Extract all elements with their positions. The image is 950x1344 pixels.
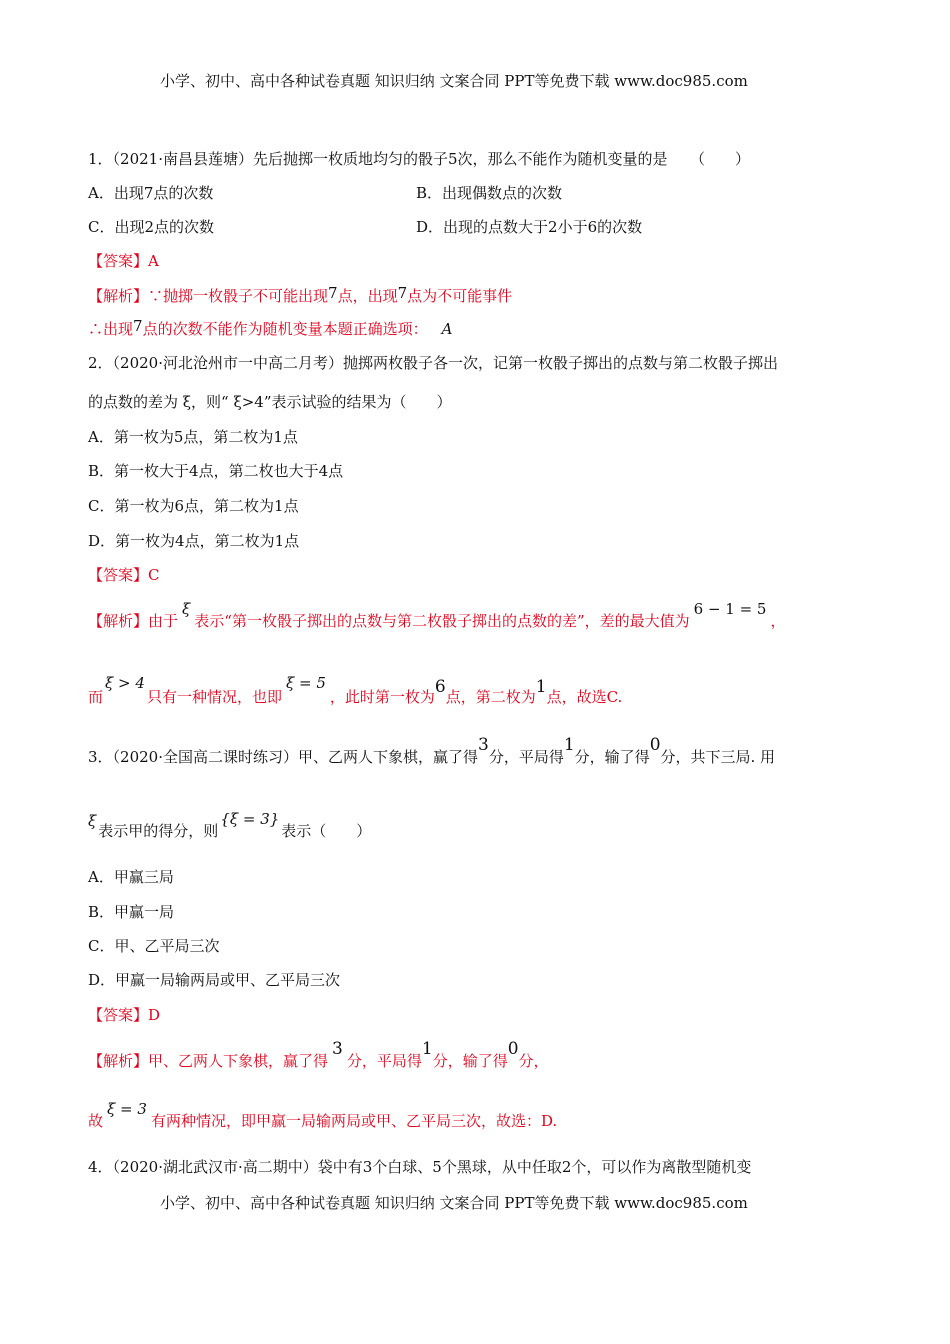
q1-analysis-line2 bbox=[88, 318, 452, 339]
q1-seven-c: 7 bbox=[133, 317, 143, 335]
q3-analysis-a: 甲、乙两人下象棋，赢了得 bbox=[148, 1052, 329, 1070]
q3-answer: 【答案】D bbox=[88, 1006, 161, 1024]
q3-option-c: C．甲、乙平局三次 bbox=[88, 937, 220, 955]
q2-stem-line2: 的点数的差为 ξ，则“ ξ>4”表示试验的结果为（ ） bbox=[88, 393, 452, 411]
q3-stem-a: 3．（2020·全国高二课时练习）甲、乙两人下象棋，赢了得 bbox=[88, 748, 478, 766]
q3-one: 1 bbox=[563, 735, 575, 755]
q3-analysis-line1 bbox=[88, 1039, 549, 1071]
q1-line2-a: ∴出现 bbox=[88, 320, 134, 338]
q3-analysis-d: 分， bbox=[518, 1052, 549, 1070]
q2-comma: ， bbox=[770, 612, 786, 630]
q2-expr-gt4: ξ > 4 bbox=[105, 674, 145, 692]
q2-analysis-b: 表示“第一枚骰子掷出的点数与第二枚骰子掷出的点数的差”，差的最大值为 bbox=[194, 612, 690, 630]
q3-analysis-zero: 0 bbox=[507, 1039, 519, 1059]
q1-option-a-math: A bbox=[441, 320, 453, 338]
q1-analysis-text1: ∵抛掷一枚骰子不可能出现 bbox=[148, 287, 329, 305]
q2-expr-eq5: ξ = 5 bbox=[285, 674, 326, 692]
q3-analysis-c: 分，输了得 bbox=[432, 1052, 508, 1070]
q2-line2-c: ，此时第一枚为 bbox=[329, 688, 435, 706]
q2-analysis-line2 bbox=[88, 674, 623, 707]
q3-option-b: B．甲赢一局 bbox=[88, 903, 175, 921]
q2-line2-d: 点，第二枚为 bbox=[445, 688, 536, 706]
q1-option-d: D．出现的点数大于2小于6的次数 bbox=[416, 218, 643, 236]
q3-analysis-three: 3 bbox=[332, 1039, 343, 1059]
q3-line2-b: 有两种情况，即甲赢一局输两局或甲、乙平局三次，故选：D. bbox=[150, 1112, 558, 1130]
q2-line2-b: 只有一种情况，也即 bbox=[146, 688, 282, 706]
q2-line2-a: 而 bbox=[88, 688, 104, 706]
q3-analysis-line2 bbox=[88, 1100, 558, 1131]
q1-analysis-label: 【解析】 bbox=[88, 287, 149, 305]
q2-option-d: D．第一枚为4点，第二枚为1点 bbox=[88, 532, 300, 550]
q2-expr-max: 6 − 1 = 5 bbox=[693, 600, 767, 618]
q1-analysis-text2: 点，出现 bbox=[337, 287, 398, 305]
q3-stem-f: 表示（ ） bbox=[281, 822, 372, 840]
q2-option-a: A．第一枚为5点，第二枚为1点 bbox=[88, 428, 298, 446]
q1-option-c: C．出现2点的次数 bbox=[88, 218, 215, 236]
q3-expr-eq3: ξ = 3 bbox=[107, 1100, 147, 1118]
q2-xi: ξ bbox=[182, 600, 191, 618]
q3-xi: ξ bbox=[88, 812, 97, 830]
q4-stem: 4．（2020·湖北武汉市·高二期中）袋中有3个白球、5个黑球，从中任取2个，可以作为离散型随机变 bbox=[88, 1158, 752, 1176]
q2-answer: 【答案】C bbox=[88, 566, 160, 584]
q2-one: 1 bbox=[535, 677, 547, 697]
q3-stem-d: 分，共下三局. 用 bbox=[660, 748, 776, 766]
q1-analysis-line1 bbox=[88, 285, 512, 306]
q1-seven-b: 7 bbox=[397, 284, 408, 302]
q3-stem-c: 分，输了得 bbox=[574, 748, 650, 766]
q1-line2-b: 点的次数不能作为随机变量本题正确选项： bbox=[142, 320, 428, 338]
q1-seven-a: 7 bbox=[328, 284, 338, 302]
q2-option-b: B．第一枚大于4点，第二枚也大于4点 bbox=[88, 462, 344, 480]
q2-line2-e: 点，故选C. bbox=[546, 688, 623, 706]
q3-analysis-b: 分，平局得 bbox=[346, 1052, 422, 1070]
q3-zero: 0 bbox=[649, 735, 661, 755]
q1-stem: 1．（2021·南昌县莲塘）先后抛掷一枚质地均匀的骰子5次，那么不能作为随机变量的是 （ ） bbox=[88, 150, 751, 168]
q3-stem-b: 分，平局得 bbox=[488, 748, 564, 766]
q1-option-a: A．出现7点的次数 bbox=[88, 184, 214, 202]
q3-option-a: A．甲赢三局 bbox=[88, 868, 174, 886]
q3-stem-line1 bbox=[88, 735, 776, 767]
q3-stem-e: 表示甲的得分，则 bbox=[98, 822, 219, 840]
page-footer: 小学、初中、高中各种试卷真题 知识归纳 文案合同 PPT等免费下载 www.doc985.com bbox=[160, 1194, 748, 1212]
q3-option-d: D．甲赢一局输两局或甲、乙平局三次 bbox=[88, 971, 341, 989]
q3-three: 3 bbox=[478, 735, 489, 755]
q1-option-b: B．出现偶数点的次数 bbox=[416, 184, 563, 202]
q2-stem-line1: 2．（2020·河北沧州市一中高二月考）抛掷两枚骰子各一次，记第一枚骰子掷出的点数与第二枚骰子掷出 bbox=[88, 354, 778, 372]
page-header: 小学、初中、高中各种试卷真题 知识归纳 文案合同 PPT等免费下载 www.doc985.com bbox=[160, 72, 748, 90]
q3-analysis-label: 【解析】 bbox=[88, 1052, 149, 1070]
q3-line2-a: 故 bbox=[88, 1112, 104, 1130]
q3-analysis-one: 1 bbox=[421, 1039, 433, 1059]
q1-answer: 【答案】A bbox=[88, 252, 159, 270]
q2-analysis-line1 bbox=[88, 600, 786, 631]
q3-stem-line2 bbox=[88, 810, 372, 841]
q3-set: {ξ = 3} bbox=[220, 810, 280, 828]
q1-analysis-text3: 点为不可能事件 bbox=[407, 287, 513, 305]
q2-six: 6 bbox=[434, 677, 446, 697]
q2-analysis-a: 由于 bbox=[148, 612, 179, 630]
q2-option-c: C．第一枚为6点，第二枚为1点 bbox=[88, 497, 299, 515]
q2-analysis-label: 【解析】 bbox=[88, 612, 149, 630]
